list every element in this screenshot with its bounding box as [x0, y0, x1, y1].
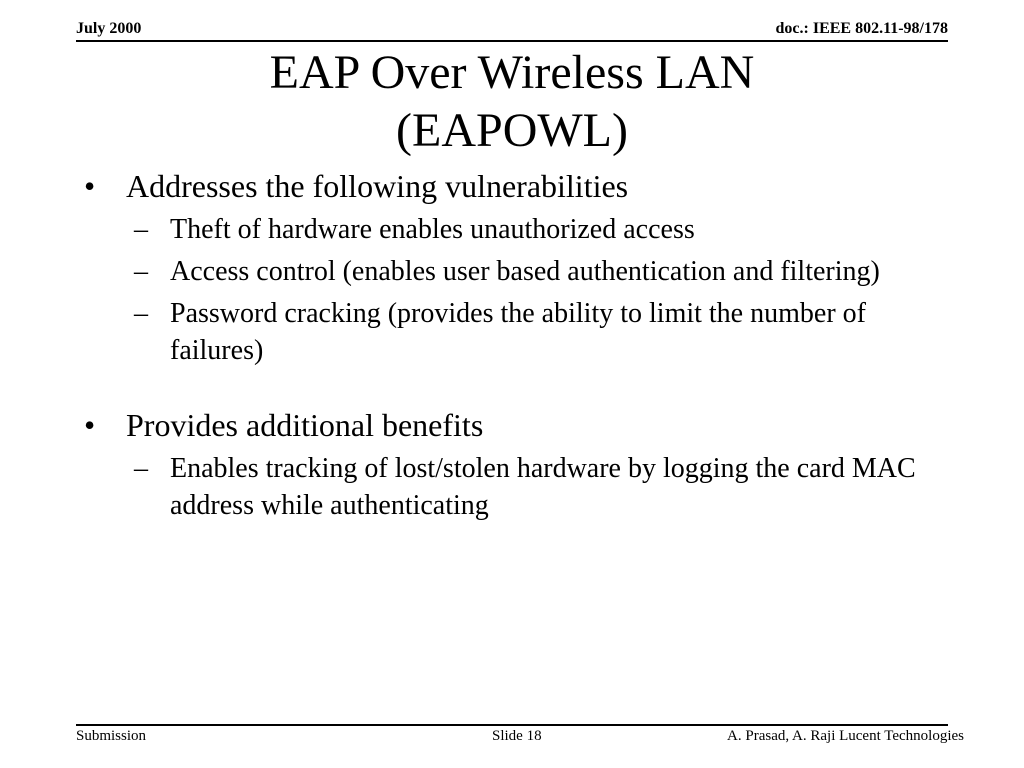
bullet-marker: •	[84, 407, 96, 443]
bullet-1-text: Addresses the following vulnerabilities	[126, 168, 629, 204]
header-rule	[76, 40, 948, 42]
dash-marker: –	[134, 453, 148, 484]
header-doc-id: doc.: IEEE 802.11-98/178	[775, 20, 948, 37]
bullet-2	[84, 405, 944, 445]
sub-bullet-1-2	[84, 253, 944, 290]
footer-authors: A. Prasad, A. Raji Lucent Technologies	[727, 728, 964, 744]
dash-marker: –	[134, 298, 148, 329]
slide-title-line2: (EAPOWL)	[396, 104, 628, 157]
bullet-2-text: Provides additional benefits	[126, 407, 484, 443]
footer-submission: Submission	[76, 728, 147, 744]
sub-bullet-1-1-text: Theft of hardware enables unauthorized access	[170, 214, 695, 245]
sub-bullet-2-1-text: Enables tracking of lost/stolen hardware by logging the card MAC address while authenticating	[170, 453, 916, 521]
dash-marker: –	[134, 256, 148, 287]
slide-body	[84, 166, 944, 524]
sub-bullet-1-3	[84, 295, 944, 369]
sub-bullet-1-2-text: Access control (enables user based authentication and filtering)	[170, 256, 880, 287]
bullet-1	[84, 166, 944, 206]
slide-title	[0, 44, 1024, 160]
dash-marker: –	[134, 214, 148, 245]
footer-rule	[76, 724, 948, 726]
header-date: July 2000	[76, 20, 142, 37]
sub-bullet-1-3-text: Password cracking (provides the ability to limit the number of failures)	[170, 298, 866, 366]
bullet-spacer	[84, 369, 944, 405]
sub-bullet-2-1	[84, 450, 944, 524]
bullet-marker: •	[84, 168, 96, 204]
slide-title-line1: EAP Over Wireless LAN	[269, 46, 755, 99]
footer-slide-number: Slide 18	[492, 728, 542, 744]
sub-bullet-1-1	[84, 211, 944, 248]
